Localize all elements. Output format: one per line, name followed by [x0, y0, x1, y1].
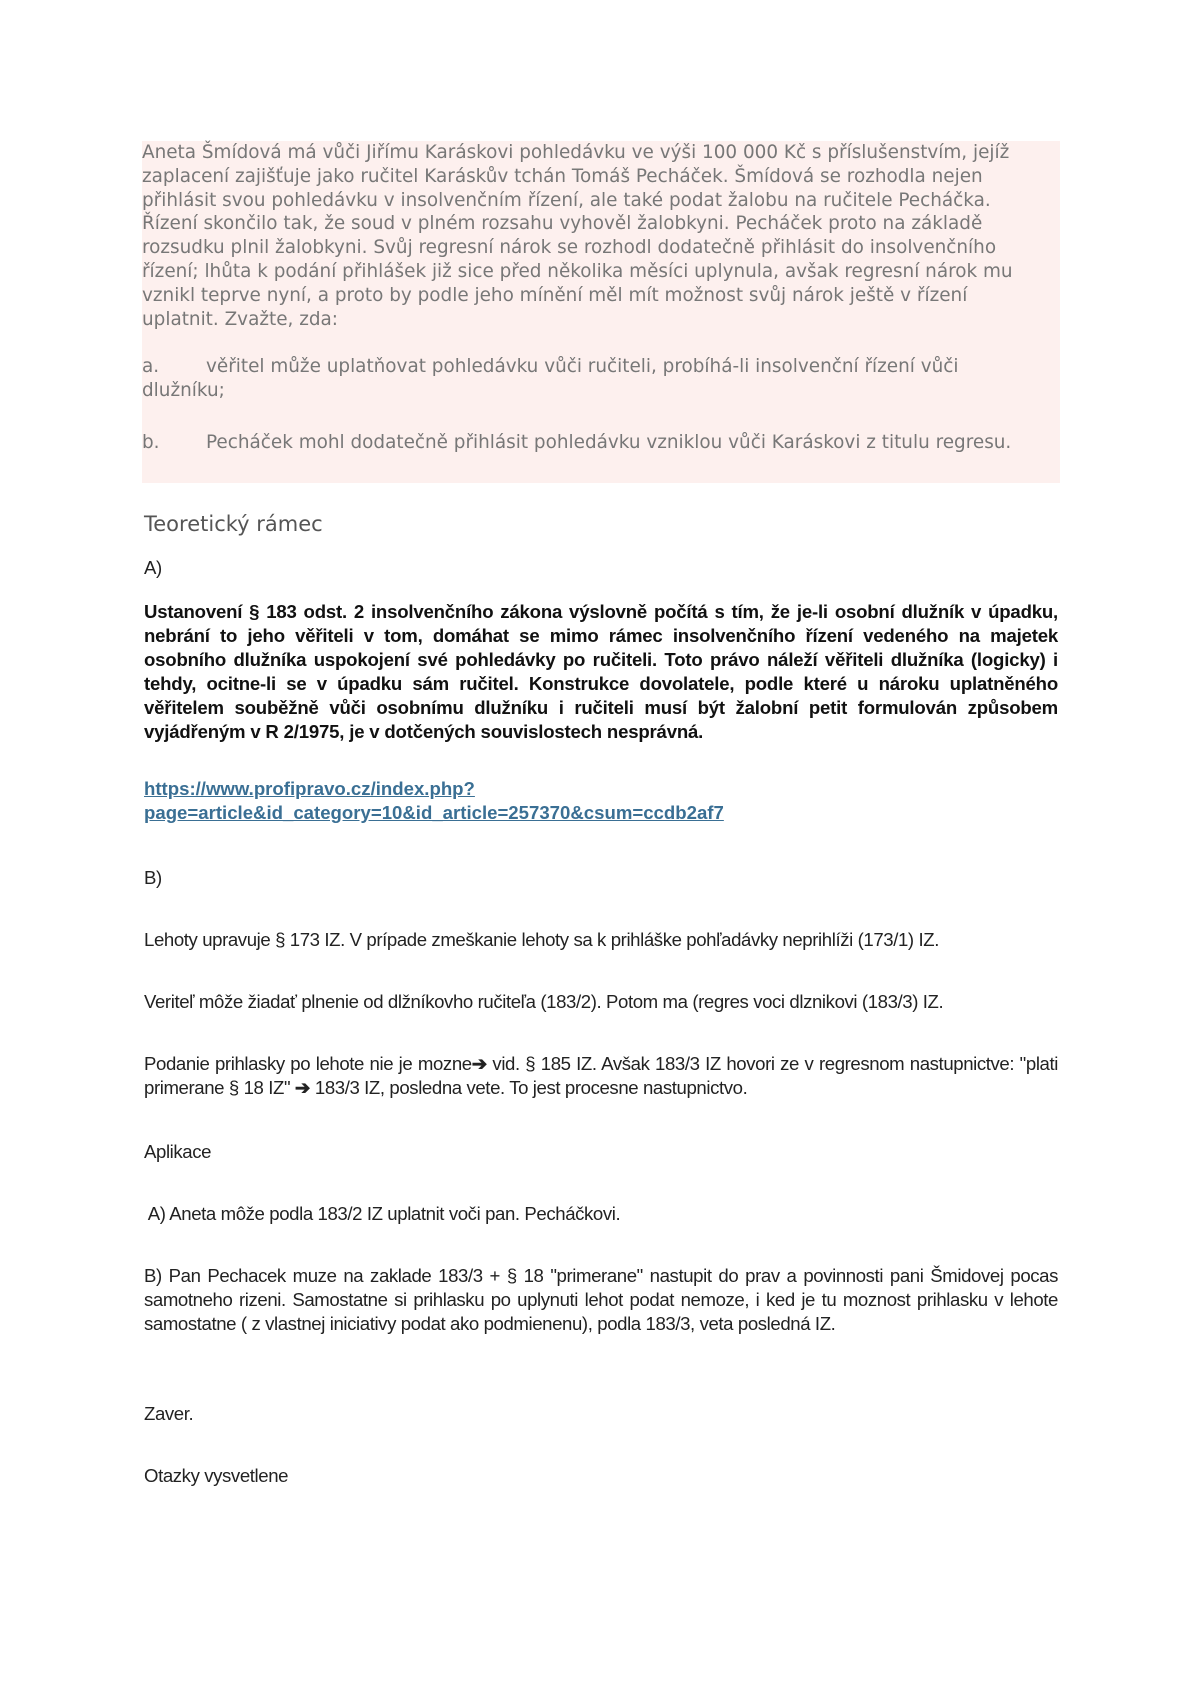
paragraph-veritel: Veriteľ môže žiadať plnenie od dlžníkovho ručiteľa (183/2). Potom ma (regres voci dlznikovi (183/3) IZ.: [144, 991, 944, 1012]
section-a-label: A): [144, 557, 162, 578]
paragraph-podanie-part2: vid. § 185 IZ. Avšak 183/3 IZ hovori ze v regresnom nastupnictve: "plati primerane § 18 IZ": [144, 1053, 1058, 1098]
application-a: A) Aneta môže podla 183/2 IZ uplatnit voči pan. Pecháčkovi.: [144, 1203, 621, 1224]
source-link[interactable]: [144, 777, 904, 825]
case-question-b-letter: b.: [142, 432, 160, 453]
source-link-line2[interactable]: page=article&id_category=10&id_article=257370&csum=ccdb2af7: [144, 802, 724, 823]
paragraph-podanie-part1: Podanie prihlasky po lehote nie je mozne: [144, 1053, 472, 1074]
case-question-b-text: Pecháček mohl dodatečně přihlásit pohledávku vzniklou vůči Karáskovi z titulu regresu.: [206, 432, 1012, 453]
section-heading-otazky: Otazky vysvetlene: [144, 1465, 289, 1486]
section-heading-aplikace: Aplikace: [144, 1141, 212, 1162]
section-b-label: B): [144, 867, 162, 888]
case-question-b: [142, 431, 1047, 455]
paragraph-podanie-part3: 183/3 IZ, posledna vete. To jest procesne nastupnictvo.: [310, 1077, 748, 1098]
right-arrow-icon: ➔: [294, 1077, 311, 1098]
section-heading-zaver: Zaver.: [144, 1403, 194, 1424]
case-question-a: [142, 355, 1047, 403]
case-question-a-letter: a.: [142, 356, 160, 377]
case-assignment-box: [142, 141, 1060, 483]
right-arrow-icon: ➔: [471, 1053, 487, 1074]
section-a-quote: Ustanovení § 183 odst. 2 insolvenčního zákona výslovně počítá s tím, že je-li osobní dlužník v úpadku, nebrání to jeho věřiteli v tom, domáhat se mimo rámec insolvenčního řízení vedeného na majetek osobního dlužníka uspokojení své pohledávky po ručiteli. Toto právo náleží věřiteli dlužníka (logicky) i tehdy, ocitne-li se v úpadku sám ručitel. Konstrukce dovolatele, podle které u nároku uplatněného věřitelem souběžně vůči osobnímu dlužníku i ručiteli musí být žalobní petit formulován způsobem vyjádřeným v R 2/1975, je v dotčených souvislostech nesprávná.: [144, 601, 1058, 742]
section-heading-theory: Teoretický rámec: [144, 512, 323, 536]
application-b: B) Pan Pechacek muze na zaklade 183/3 + § 18 "primerane" nastupit do prav a povinnosti pani Šmidovej pocas samotneho rizeni. Samostatne si prihlasku po uplynuti lehot podat nemoze, i ked je tu moznost prihlasku v lehote samostatne ( z vlastnej iniciativy podat ako podmienenu), podla 183/3, veta posledná IZ.: [144, 1265, 1058, 1334]
case-description: Aneta Šmídová má vůči Jiřímu Karáskovi pohledávku ve výši 100 000 Kč s příslušenstvím, jejíž zaplacení zajišťuje jako ručitel Karáskův tchán Tomáš Pecháček. Šmídová se rozhodla nejen přihlásit svou pohledávku v insolvenčním řízení, ale také podat žalobu na ručitele Pecháčka. Řízení skončilo tak, že soud v plném rozsahu vyhověl žalobkyni. Pecháček proto na základě rozsudku plnil žalobkyni. Svůj regresní nárok se rozhodl dodatečně přihlásit do insolvenčního řízení; lhůta k podání přihlášek již sice před několika měsíci uplynula, avšak regresní nárok mu vznikl teprve nyní, a proto by podle jeho mínění měl mít možnost svůj nárok ještě v řízení uplatnit. Zvažte, zda:: [142, 142, 1013, 330]
case-question-a-text: věřitel může uplatňovat pohledávku vůči ručiteli, probíhá-li insolvenční řízení vůči dlužníku;: [142, 356, 959, 401]
source-link-line1[interactable]: https://www.profipravo.cz/index.php?: [144, 778, 475, 799]
paragraph-lehoty: Lehoty upravuje § 173 IZ. V prípade zmeškanie lehoty sa k prihláške pohľadávky neprihlíži (173/1) IZ.: [144, 929, 939, 950]
paragraph-podanie: [144, 1052, 1058, 1100]
